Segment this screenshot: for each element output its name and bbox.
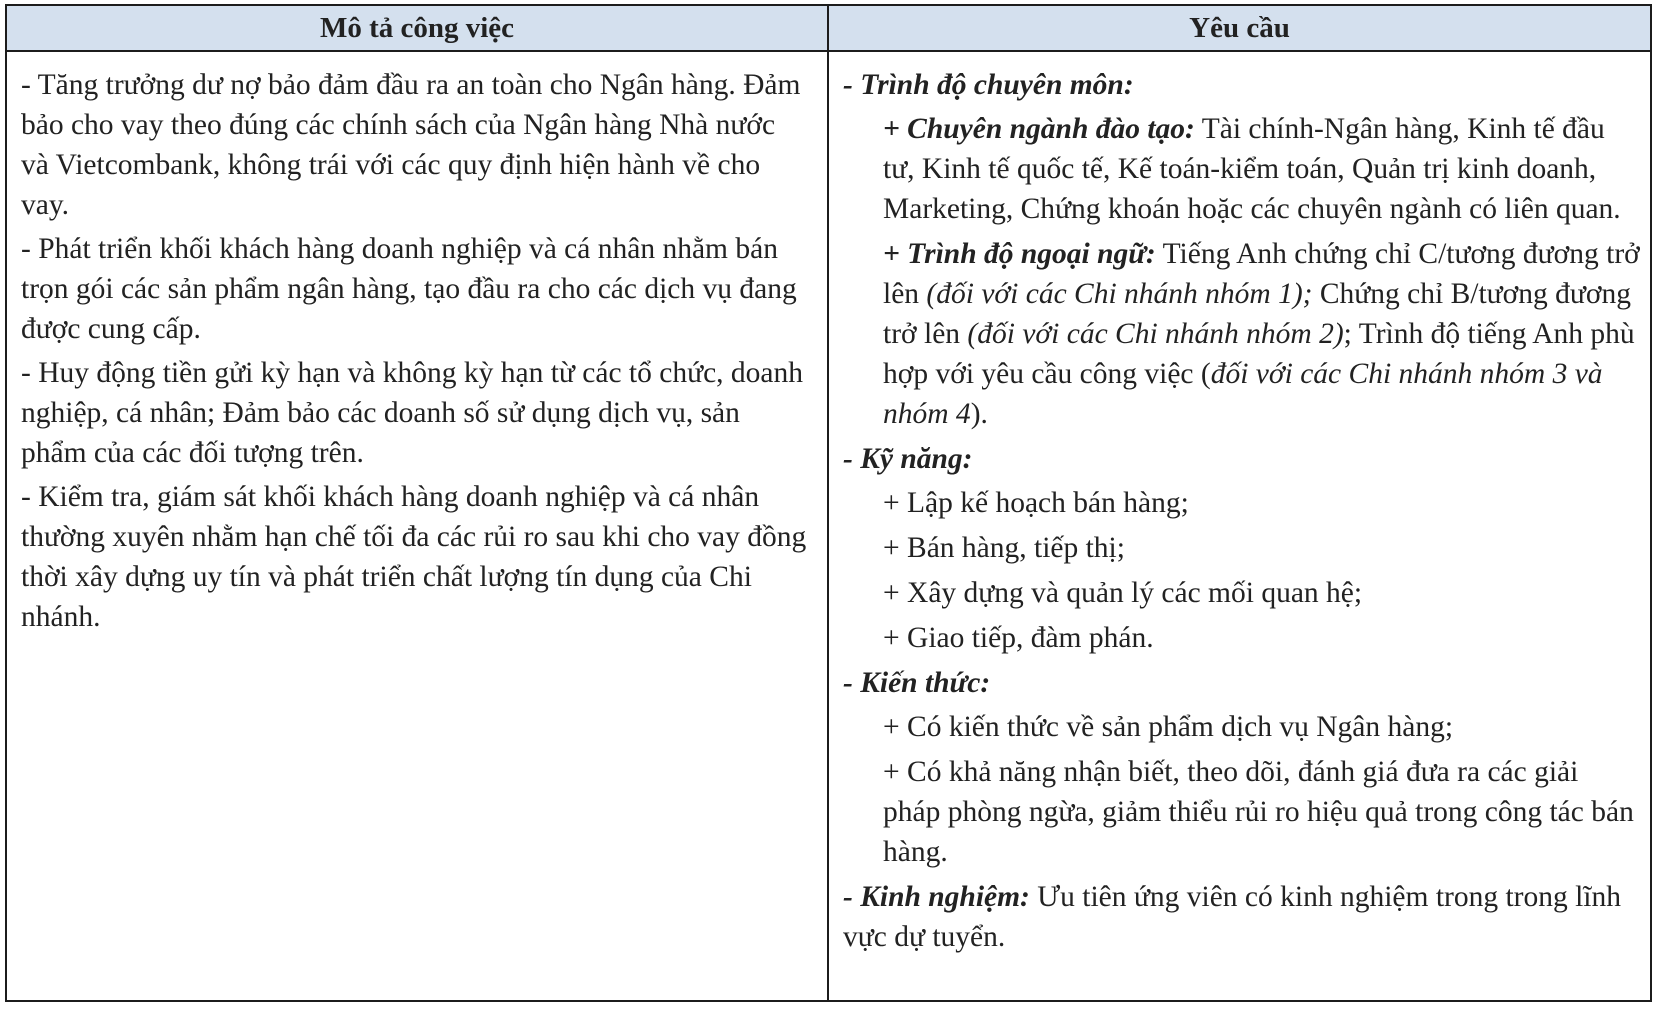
header-description: Mô tả công việc — [7, 6, 829, 52]
experience-requirement — [843, 877, 1642, 957]
description-item: - Tăng trưởng dư nợ bảo đảm đầu ra an toàn cho Ngân hàng. Đảm bảo cho vay theo đúng các chính sách của Ngân hàng Nhà nước và Vietcombank, không trái với các quy định hiện hành về cho vay. — [21, 69, 801, 221]
experience-label: - Kinh nghiệm: — [843, 881, 1030, 913]
skill-item: + Lập kế hoạch bán hàng; — [883, 487, 1189, 519]
description-item: - Kiểm tra, giám sát khối khách hàng doanh nghiệp và cá nhân thường xuyên nhằm hạn chế tối đa các rủi ro sau khi cho vay đồng thời xây dựng uy tín và phát triển chất lượng tín dụng của Chi nhánh. — [21, 481, 807, 633]
skill-item: + Giao tiếp, đàm phán. — [883, 622, 1154, 654]
language-text: Chứng chỉ B/tương đương trở lên — [883, 278, 1631, 350]
requirements-cell — [829, 52, 1650, 1000]
skills-heading: - Kỹ năng: — [843, 443, 973, 475]
description-item: - Huy động tiền gửi kỳ hạn và không kỳ hạn từ các tổ chức, doanh nghiệp, cá nhân; Đảm bảo các doanh số sử dụng dịch vụ, sản phẩm của các đối tượng trên. — [21, 357, 804, 469]
language-text: Tiếng Anh chứng chỉ C/tương đương trở lên — [883, 238, 1640, 310]
header-requirements: Yêu cầu — [829, 6, 1650, 52]
skill-item: + Xây dựng và quản lý các mối quan hệ; — [883, 577, 1363, 609]
language-label: + Trình độ ngoại ngữ: — [883, 238, 1156, 270]
language-note: (đối với các Chi nhánh nhóm 2) — [967, 318, 1344, 350]
experience-text: Ưu tiên ứng viên có kinh nghiệm trong trong lĩnh vực dự tuyển. — [843, 881, 1621, 953]
knowledge-item: + Có kiến thức về sản phẩm dịch vụ Ngân hàng; — [883, 711, 1454, 743]
job-table — [5, 4, 1652, 1002]
knowledge-item: + Có khả năng nhận biết, theo dõi, đánh giá đưa ra các giải pháp phòng ngừa, giảm thiểu rủi ro hiệu quả trong công tác bán hàng. — [883, 756, 1634, 868]
description-cell — [7, 52, 829, 1000]
knowledge-heading: - Kiến thức: — [843, 667, 991, 699]
language-note: (đối với các Chi nhánh nhóm 1); — [926, 278, 1313, 310]
qualification-heading: - Trình độ chuyên môn: — [843, 69, 1134, 101]
language-note: đối với các Chi nhánh nhóm 3 và nhóm 4 — [883, 358, 1603, 430]
major-label: + Chuyên ngành đào tạo: — [883, 113, 1195, 145]
description-item: - Phát triển khối khách hàng doanh nghiệp và cá nhân nhằm bán trọn gói các sản phẩm ngân hàng, tạo đầu ra cho các dịch vụ đang được cung cấp. — [21, 233, 797, 345]
major-text: Tài chính-Ngân hàng, Kinh tế đầu tư, Kinh tế quốc tế, Kế toán-kiểm toán, Quản trị kinh doanh, Marketing, Chứng khoán hoặc các chuyên ngành có liên quan. — [883, 113, 1621, 225]
skill-item: + Bán hàng, tiếp thị; — [883, 532, 1125, 564]
language-text: ; Trình độ tiếng Anh phù hợp với yêu cầu công việc ( — [883, 318, 1635, 390]
language-text: ). — [970, 398, 988, 430]
major-requirement — [843, 109, 1642, 229]
language-requirement — [843, 234, 1642, 434]
